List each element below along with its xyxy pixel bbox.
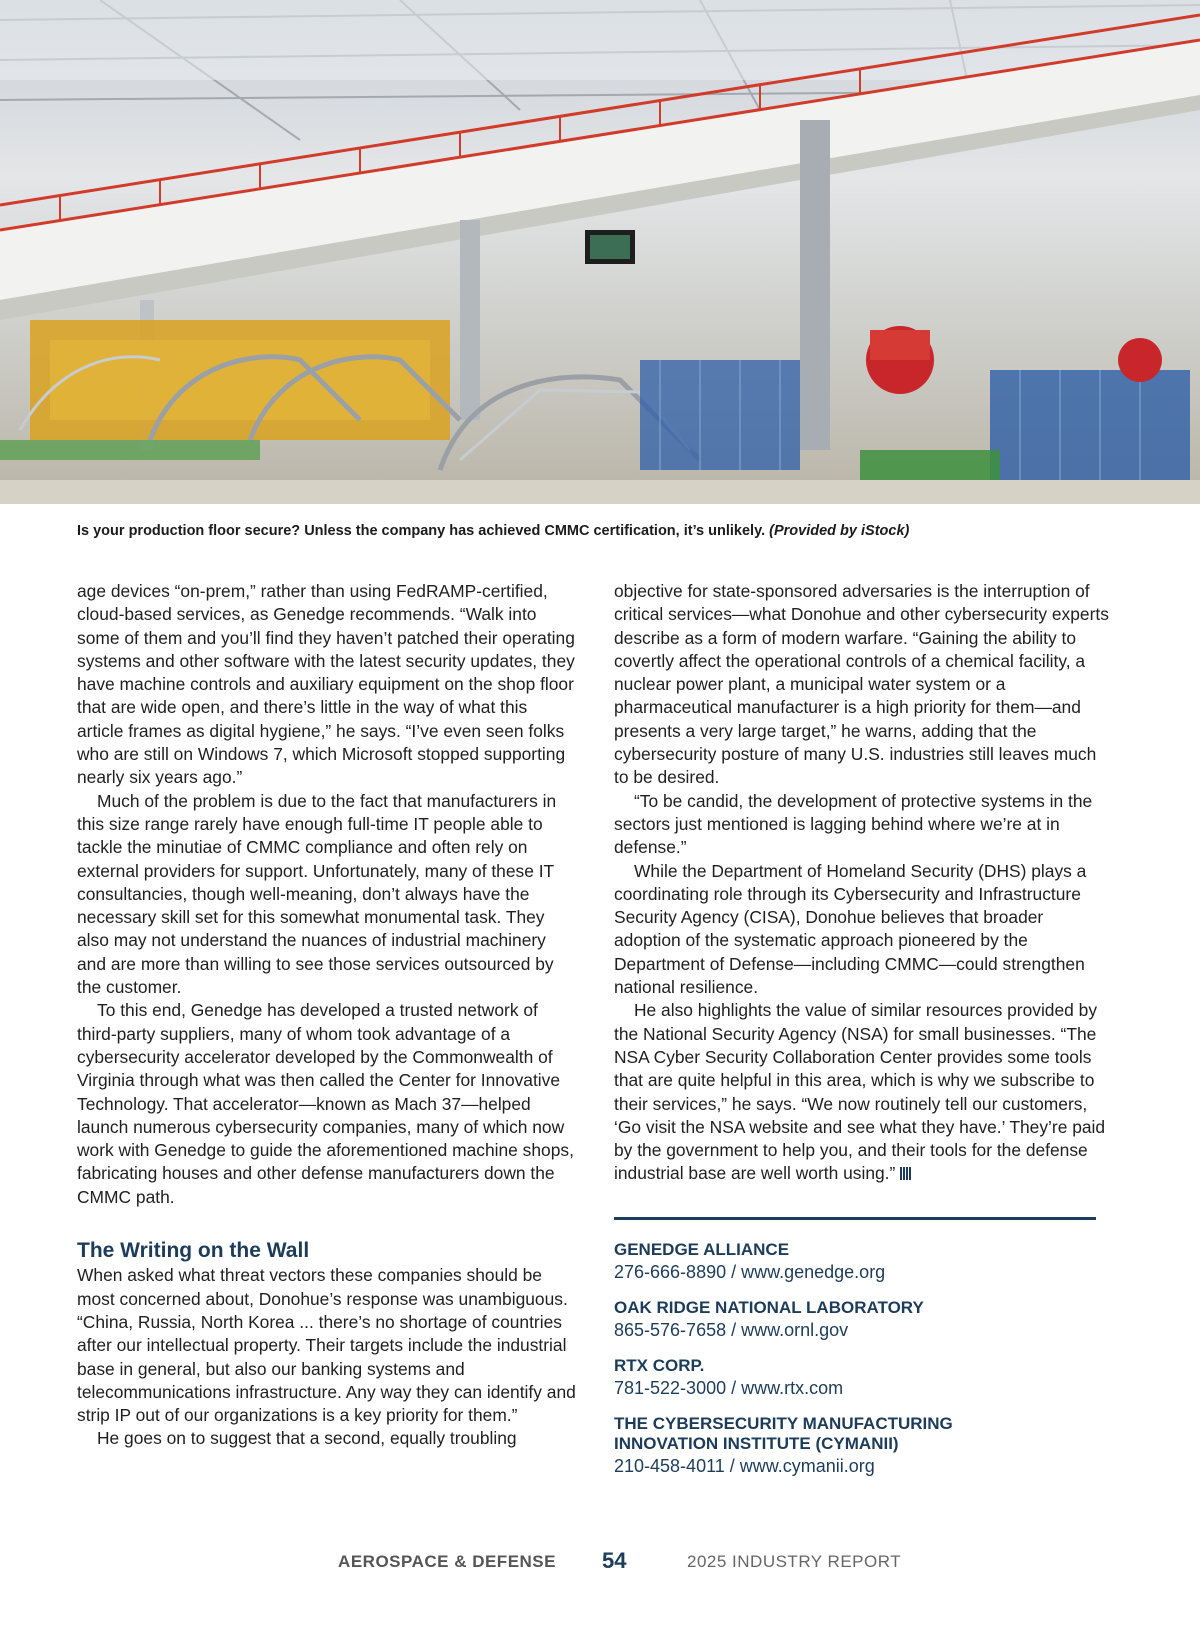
- report-title: 2025 INDUSTRY REPORT: [687, 1552, 902, 1571]
- article-right-column: [614, 580, 1114, 1186]
- contact-entry: [614, 1414, 1134, 1478]
- contact-info[interactable]: 210-458-4011 / www.cymanii.org: [614, 1456, 875, 1476]
- body-paragraph: objective for state-sponsored adversaries is the interruption of critical services—what Donohue and other cybersecurity experts describe as a form of modern warfare. “Gaining the ability to covertly affect the operational controls of a chemical facility, a nuclear power plant, a municipal water system or a pharmaceutical manufacturer is a high priority for them—and presents a very large target,” he warns, adding that the cybersecurity posture of many U.S. industries still leaves much to be desired.: [614, 581, 1109, 788]
- body-paragraph-final: [614, 999, 1114, 1185]
- publication-name: AEROSPACE & DEFENSE: [338, 1552, 556, 1571]
- contact-name: OAK RIDGE NATIONAL LABORATORY: [614, 1298, 924, 1317]
- caption-credit: (Provided by iStock): [769, 523, 910, 539]
- contact-entry: [614, 1356, 1134, 1400]
- contact-info[interactable]: 865-576-7658 / www.ornl.gov: [614, 1320, 849, 1340]
- page-number: 54: [602, 1548, 627, 1573]
- body-paragraph: To this end, Genedge has developed a trusted network of third-party suppliers, many of whom took advantage of a cybersecurity accelerator developed by the Commonwealth of Virginia through what was then called the Center for Innovative Technology. That accelerator—known as Mach 37—helped launch numerous cybersecurity companies, many of which now work with Genedge to guide the aforementioned machine shops, fabricating houses and other defense manufacturers down the CMMC path.: [77, 1000, 574, 1207]
- article-left-column: [77, 580, 577, 1451]
- contact-entry: [614, 1298, 1134, 1342]
- contact-info[interactable]: 276-666-8890 / www.genedge.org: [614, 1262, 886, 1282]
- end-of-article-icon: [900, 1167, 911, 1180]
- contact-entry: [614, 1240, 1134, 1284]
- contact-name: GENEDGE ALLIANCE: [614, 1240, 790, 1259]
- factory-floor-illustration: [0, 0, 1200, 504]
- body-paragraph: age devices “on-prem,” rather than using FedRAMP-certified, cloud-based services, as Genedge recommends. “Walk into some of them and you’ll find they haven’t patched their operating systems and other software with the latest security updates, they have machine controls and auxiliary equipment on the shop floor that are wide open, and there’s little in the way of what this article frames as digital hygiene,” he says. “I’ve even seen folks who are still on Windows 7, which Microsoft stopped supporting nearly six years ago.”: [77, 581, 575, 788]
- body-paragraph: “To be candid, the development of protective systems in the sectors just mentioned is lagging behind where we’re at in defense.”: [614, 790, 1093, 858]
- contact-name: THE CYBERSECURITY MANUFACTURING INNOVATION INSTITUTE (CYMANII): [614, 1414, 953, 1453]
- body-paragraph: While the Department of Homeland Security (DHS) plays a coordinating role through its Cybersecurity and Infrastructure Security Agency (CISA), Donohue believes that broader adoption of the systematic approach pioneered by the Department of Defense—including CMMC—could strengthen national resilience.: [614, 860, 1087, 998]
- body-paragraph: When asked what threat vectors these companies should be most concerned about, Donohue’s response was unambiguous. “China, Russia, North Korea ... there’s no shortage of countries after our intellectual property. Their targets include the industrial base in general, but also our banking systems and telecommunications infrastructure. Any way they can identify and strip IP out of our organizations is a key priority for them.”: [77, 1265, 576, 1426]
- contact-info[interactable]: 781-522-3000 / www.rtx.com: [614, 1378, 844, 1398]
- contact-name: RTX CORP.: [614, 1356, 705, 1375]
- body-paragraph: Much of the problem is due to the fact that manufacturers in this size range rarely have enough full-time IT people able to tackle the minutiae of CMMC compliance and often rely on external providers for support. Unfortunately, many of these IT consultancies, though well-meaning, don’t always have the necessary skill set for this somewhat monumental task. They also may not understand the nuances of industrial machinery and are more than willing to see those services outsourced by the customer.: [77, 790, 557, 998]
- final-paragraph-text: He also highlights the value of similar resources provided by the National Security Agency (NSA) for small businesses. “The NSA Cyber Security Collaboration Center provides some tools that are quite helpful in this area, which is why we subscribe to their services,” he says. “We now routinely tell our customers, ‘Go visit the NSA website and see what they have.’ They’re paid by the government to help you, and their tools for the defense industrial base are well worth using.”: [614, 1000, 1106, 1184]
- hero-photo: [0, 0, 1200, 504]
- caption-text: Is your production floor secure? Unless the company has achieved CMMC certification, it’s unlikely.: [77, 523, 766, 539]
- body-paragraph: He goes on to suggest that a second, equally troubling: [97, 1428, 517, 1449]
- contacts-divider: [614, 1217, 1096, 1220]
- photo-caption: [77, 523, 1127, 539]
- section-subhead: The Writing on the Wall: [77, 1239, 310, 1263]
- page-footer: [0, 1548, 1200, 1576]
- contacts-list: [614, 1240, 1134, 1492]
